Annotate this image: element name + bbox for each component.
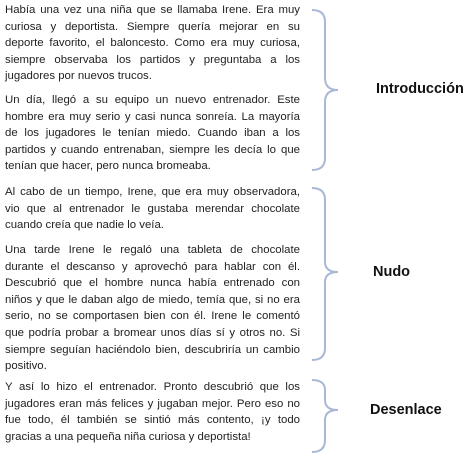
paragraph-intro-1: Había una vez una niña que se llamaba Irene. Era muy curiosa y deportista. Siempre quería mejorar en su deporte favorito, el baloncesto. Como era muy curiosa, siempre observaba los partidos y preguntaba a los jugadores por nuevos trucos. xyxy=(5,4,300,83)
brace-nudo xyxy=(312,188,338,360)
label-desenlace: Desenlace xyxy=(370,402,442,418)
paragraph-intro-2: Un día, llegó a su equipo un nuevo entrenador. Este hombre era muy serio y casi nunca sonreía. La mayoría de los jugadores le tenían miedo. Cuando iban a los partidos y cuando entrenaban, siempre les decía lo que tenían que hacer, pero nunca bromeaba. xyxy=(5,94,300,173)
paragraph-desenlace: Y así lo hizo el entrenador. Pronto descubrió que los jugadores eran más felices y jugaban mejor. Pero eso no fue todo, él también se sintió más contento, ¡y todo gracias a una pequeña niña curiosa y deportista! xyxy=(5,381,300,443)
label-introduccion: Introducción xyxy=(376,81,464,97)
label-nudo: Nudo xyxy=(373,264,411,280)
brace-desenlace xyxy=(312,380,338,452)
brace-introduccion xyxy=(312,10,338,170)
paragraph-nudo-1: Al cabo de un tiempo, Irene, que era muy observadora, vio que al entrenador le gustaba merendar chocolate cuando creía que nadie lo veía. xyxy=(5,186,300,232)
paragraph-nudo-2: Una tarde Irene le regaló una tableta de chocolate durante el descanso y aprovechó para hablar con él. Descubrió que el hombre nunca había entrenado con niños y que le daban algo de miedo, temía que, si no era serio, no se comportasen bien con él. Irene le comentó que podría probar a bromear unos días sí y otros no. Si siempre seguían haciéndolo bien, descubriría un cambio positivo. xyxy=(5,244,300,373)
